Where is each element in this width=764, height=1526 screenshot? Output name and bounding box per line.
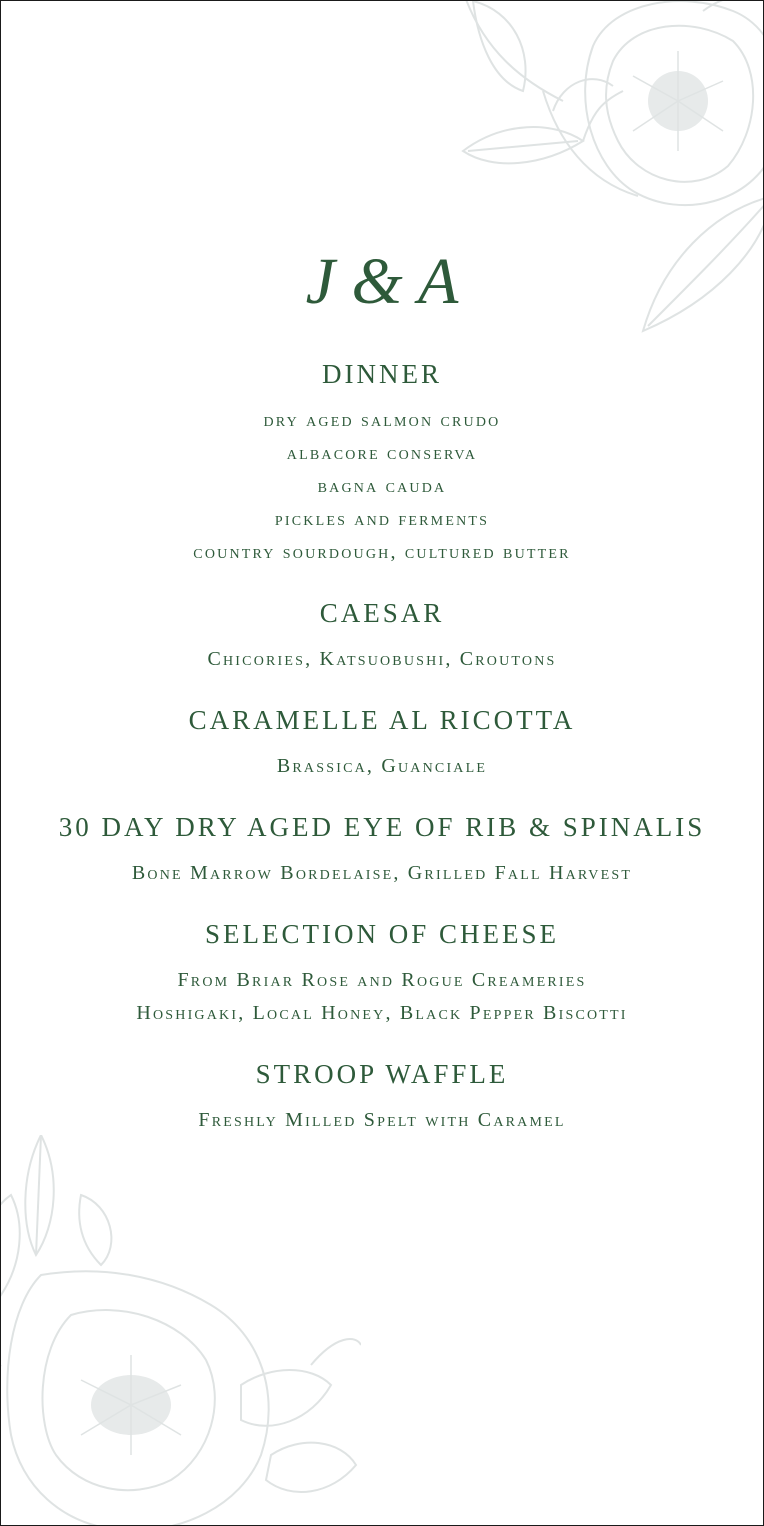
course-items [1, 750, 763, 783]
course-item: Bone Marrow Bordelaise, Grilled Fall Harvest [131, 862, 633, 884]
course-caesar [1, 595, 763, 676]
course-item: Freshly Milled Spelt with Caramel [198, 1109, 566, 1131]
course-item: pickles and ferments [274, 508, 490, 530]
menu [1, 356, 763, 1163]
course-items [1, 643, 763, 676]
course-item: albacore conserva [286, 442, 478, 464]
course-item: Hoshigaki, Local Honey, Black Pepper Biscotti [136, 1002, 628, 1024]
course-title: SELECTION OF CHEESE [205, 919, 559, 949]
course-item: Brassica, Guanciale [276, 755, 488, 777]
course-items [1, 404, 763, 569]
course-items [1, 857, 763, 890]
course-item: bagna cauda [317, 475, 447, 497]
course-item: From Briar Rose and Rogue Creameries [177, 969, 587, 991]
course-caramelle [1, 702, 763, 783]
course-item: dry aged salmon crudo [263, 409, 501, 431]
floral-decoration-bottom [0, 1135, 361, 1526]
course-title: CARAMELLE AL RICOTTA [188, 705, 576, 735]
course-title: CAESAR [319, 598, 445, 628]
course-dinner [1, 356, 763, 569]
course-item: Chicories, Katsuobushi, Croutons [207, 648, 557, 670]
course-items [1, 1104, 763, 1137]
monogram-text: J & A [305, 245, 459, 318]
course-cheese [1, 916, 763, 1030]
monogram [1, 233, 763, 323]
course-title: 30 DAY DRY AGED EYE OF RIB & SPINALIS [58, 812, 706, 842]
course-title: DINNER [322, 359, 442, 389]
course-item: country sourdough, cultured butter [193, 541, 571, 563]
course-rib [1, 809, 763, 890]
course-items [1, 964, 763, 1030]
course-stroop-waffle [1, 1056, 763, 1137]
course-title: STROOP WAFFLE [255, 1059, 509, 1089]
